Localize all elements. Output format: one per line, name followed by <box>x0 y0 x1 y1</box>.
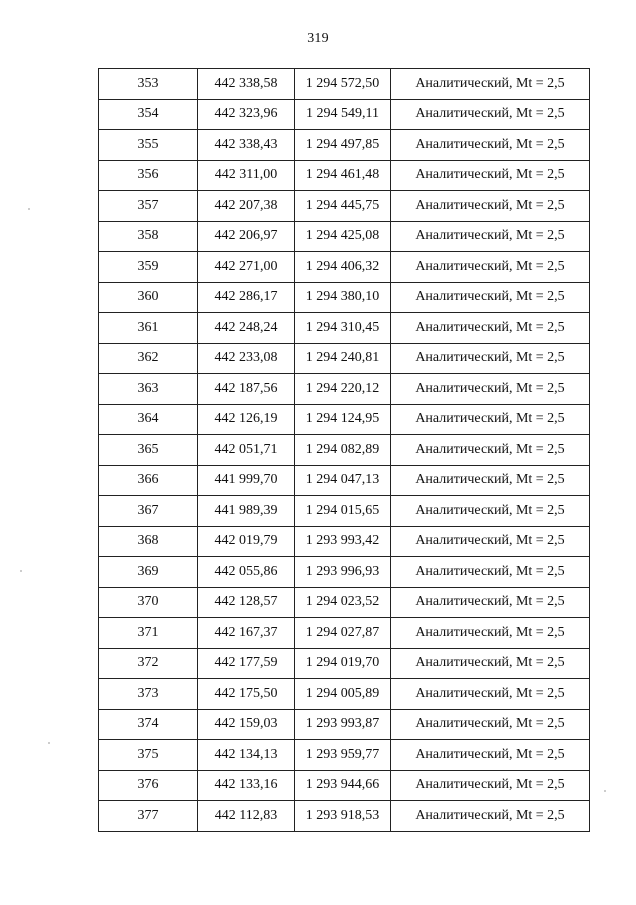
table-row <box>99 130 590 161</box>
y-coordinate-cell: 1 294 124,95 <box>295 404 391 435</box>
y-coordinate-cell: 1 294 023,52 <box>295 587 391 618</box>
x-coordinate-cell: 442 159,03 <box>198 709 295 740</box>
table-row <box>99 404 590 435</box>
point-number-cell: 363 <box>99 374 198 405</box>
method-cell: Аналитический, Mt = 2,5 <box>391 770 590 801</box>
x-coordinate-cell: 442 167,37 <box>198 618 295 649</box>
point-number-cell: 357 <box>99 191 198 222</box>
x-coordinate-cell: 442 175,50 <box>198 679 295 710</box>
y-coordinate-cell: 1 294 497,85 <box>295 130 391 161</box>
method-cell: Аналитический, Mt = 2,5 <box>391 679 590 710</box>
x-coordinate-cell: 441 999,70 <box>198 465 295 496</box>
y-coordinate-cell: 1 294 015,65 <box>295 496 391 527</box>
y-coordinate-cell: 1 293 996,93 <box>295 557 391 588</box>
method-cell: Аналитический, Mt = 2,5 <box>391 313 590 344</box>
method-cell: Аналитический, Mt = 2,5 <box>391 343 590 374</box>
point-number-cell: 360 <box>99 282 198 313</box>
method-cell: Аналитический, Mt = 2,5 <box>391 99 590 130</box>
y-coordinate-cell: 1 294 082,89 <box>295 435 391 466</box>
method-cell: Аналитический, Mt = 2,5 <box>391 557 590 588</box>
point-number-cell: 369 <box>99 557 198 588</box>
y-coordinate-cell: 1 294 240,81 <box>295 343 391 374</box>
table-row <box>99 435 590 466</box>
x-coordinate-cell: 442 338,58 <box>198 69 295 100</box>
method-cell: Аналитический, Mt = 2,5 <box>391 69 590 100</box>
y-coordinate-cell: 1 293 959,77 <box>295 740 391 771</box>
x-coordinate-cell: 442 134,13 <box>198 740 295 771</box>
y-coordinate-cell: 1 294 406,32 <box>295 252 391 283</box>
scan-speck <box>604 790 606 792</box>
table-row <box>99 465 590 496</box>
table-row <box>99 221 590 252</box>
y-coordinate-cell: 1 294 027,87 <box>295 618 391 649</box>
x-coordinate-cell: 442 177,59 <box>198 648 295 679</box>
table-row <box>99 252 590 283</box>
method-cell: Аналитический, Mt = 2,5 <box>391 496 590 527</box>
coordinates-table <box>98 68 590 832</box>
point-number-cell: 367 <box>99 496 198 527</box>
table-row <box>99 740 590 771</box>
table-row <box>99 557 590 588</box>
point-number-cell: 371 <box>99 618 198 649</box>
method-cell: Аналитический, Mt = 2,5 <box>391 618 590 649</box>
table-row <box>99 648 590 679</box>
y-coordinate-cell: 1 293 993,87 <box>295 709 391 740</box>
x-coordinate-cell: 442 128,57 <box>198 587 295 618</box>
y-coordinate-cell: 1 294 005,89 <box>295 679 391 710</box>
x-coordinate-cell: 442 286,17 <box>198 282 295 313</box>
table-row <box>99 69 590 100</box>
x-coordinate-cell: 442 338,43 <box>198 130 295 161</box>
point-number-cell: 365 <box>99 435 198 466</box>
y-coordinate-cell: 1 294 445,75 <box>295 191 391 222</box>
table-row <box>99 191 590 222</box>
x-coordinate-cell: 441 989,39 <box>198 496 295 527</box>
point-number-cell: 368 <box>99 526 198 557</box>
x-coordinate-cell: 442 126,19 <box>198 404 295 435</box>
method-cell: Аналитический, Mt = 2,5 <box>391 130 590 161</box>
method-cell: Аналитический, Mt = 2,5 <box>391 709 590 740</box>
y-coordinate-cell: 1 294 220,12 <box>295 374 391 405</box>
table-row <box>99 679 590 710</box>
y-coordinate-cell: 1 294 047,13 <box>295 465 391 496</box>
method-cell: Аналитический, Mt = 2,5 <box>391 526 590 557</box>
point-number-cell: 362 <box>99 343 198 374</box>
method-cell: Аналитический, Mt = 2,5 <box>391 374 590 405</box>
y-coordinate-cell: 1 294 461,48 <box>295 160 391 191</box>
table-row <box>99 801 590 832</box>
x-coordinate-cell: 442 233,08 <box>198 343 295 374</box>
scan-speck <box>48 742 50 744</box>
table-row <box>99 160 590 191</box>
table-row <box>99 587 590 618</box>
point-number-cell: 366 <box>99 465 198 496</box>
method-cell: Аналитический, Mt = 2,5 <box>391 801 590 832</box>
scan-speck <box>20 570 22 572</box>
y-coordinate-cell: 1 294 310,45 <box>295 313 391 344</box>
y-coordinate-cell: 1 294 380,10 <box>295 282 391 313</box>
table-row <box>99 313 590 344</box>
point-number-cell: 355 <box>99 130 198 161</box>
y-coordinate-cell: 1 293 944,66 <box>295 770 391 801</box>
method-cell: Аналитический, Mt = 2,5 <box>391 435 590 466</box>
method-cell: Аналитический, Mt = 2,5 <box>391 191 590 222</box>
method-cell: Аналитический, Mt = 2,5 <box>391 465 590 496</box>
y-coordinate-cell: 1 294 425,08 <box>295 221 391 252</box>
x-coordinate-cell: 442 133,16 <box>198 770 295 801</box>
table-row <box>99 99 590 130</box>
point-number-cell: 359 <box>99 252 198 283</box>
point-number-cell: 356 <box>99 160 198 191</box>
method-cell: Аналитический, Mt = 2,5 <box>391 221 590 252</box>
x-coordinate-cell: 442 206,97 <box>198 221 295 252</box>
x-coordinate-cell: 442 187,56 <box>198 374 295 405</box>
point-number-cell: 372 <box>99 648 198 679</box>
point-number-cell: 364 <box>99 404 198 435</box>
point-number-cell: 353 <box>99 69 198 100</box>
y-coordinate-cell: 1 294 019,70 <box>295 648 391 679</box>
x-coordinate-cell: 442 051,71 <box>198 435 295 466</box>
x-coordinate-cell: 442 055,86 <box>198 557 295 588</box>
x-coordinate-cell: 442 019,79 <box>198 526 295 557</box>
table-row <box>99 526 590 557</box>
point-number-cell: 354 <box>99 99 198 130</box>
point-number-cell: 376 <box>99 770 198 801</box>
x-coordinate-cell: 442 207,38 <box>198 191 295 222</box>
point-number-cell: 370 <box>99 587 198 618</box>
method-cell: Аналитический, Mt = 2,5 <box>391 648 590 679</box>
y-coordinate-cell: 1 294 572,50 <box>295 69 391 100</box>
table-row <box>99 343 590 374</box>
method-cell: Аналитический, Mt = 2,5 <box>391 282 590 313</box>
method-cell: Аналитический, Mt = 2,5 <box>391 740 590 771</box>
method-cell: Аналитический, Mt = 2,5 <box>391 404 590 435</box>
coordinates-table-body <box>99 69 590 832</box>
table-row <box>99 282 590 313</box>
x-coordinate-cell: 442 311,00 <box>198 160 295 191</box>
y-coordinate-cell: 1 293 918,53 <box>295 801 391 832</box>
y-coordinate-cell: 1 294 549,11 <box>295 99 391 130</box>
point-number-cell: 377 <box>99 801 198 832</box>
table-row <box>99 618 590 649</box>
table-row <box>99 374 590 405</box>
table-row <box>99 709 590 740</box>
point-number-cell: 361 <box>99 313 198 344</box>
y-coordinate-cell: 1 293 993,42 <box>295 526 391 557</box>
x-coordinate-cell: 442 271,00 <box>198 252 295 283</box>
table-row <box>99 496 590 527</box>
point-number-cell: 375 <box>99 740 198 771</box>
method-cell: Аналитический, Mt = 2,5 <box>391 160 590 191</box>
point-number-cell: 358 <box>99 221 198 252</box>
point-number-cell: 373 <box>99 679 198 710</box>
scan-speck <box>28 208 30 210</box>
method-cell: Аналитический, Mt = 2,5 <box>391 587 590 618</box>
x-coordinate-cell: 442 112,83 <box>198 801 295 832</box>
point-number-cell: 374 <box>99 709 198 740</box>
x-coordinate-cell: 442 248,24 <box>198 313 295 344</box>
table-row <box>99 770 590 801</box>
page-number: 319 <box>307 31 329 46</box>
method-cell: Аналитический, Mt = 2,5 <box>391 252 590 283</box>
x-coordinate-cell: 442 323,96 <box>198 99 295 130</box>
